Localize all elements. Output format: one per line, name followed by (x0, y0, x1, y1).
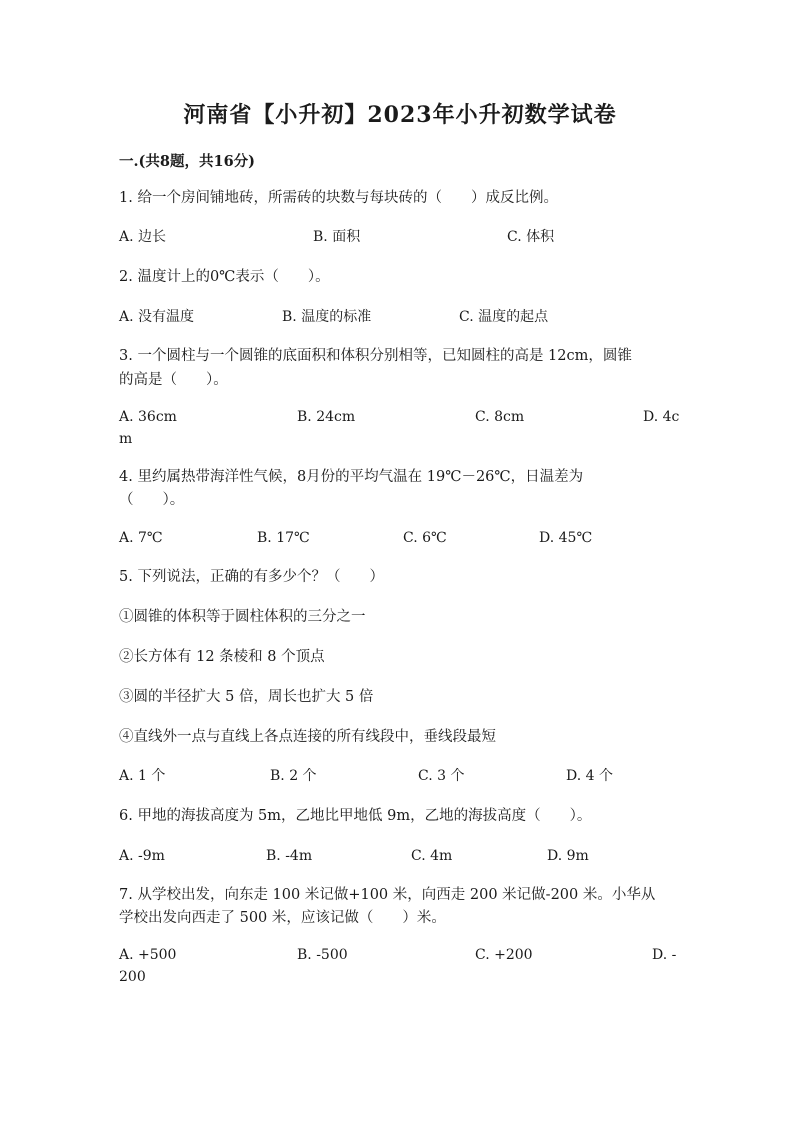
question-4-option-d: D. 45℃ (539, 530, 593, 546)
question-2-text: 2. 温度计上的0℃表示（ ）。 (119, 269, 330, 285)
question-1-text: 1. 给一个房间铺地砖，所需砖的块数与每块砖的（ ）成反比例。 (119, 190, 558, 206)
question-5-option-c: C. 3 个 (418, 768, 465, 784)
question-7-option-d-wrap: 200 (119, 969, 146, 985)
question-5-statement-4: ④直线外一点与直线上各点连接的所有线段中，垂线段最短 (119, 729, 496, 745)
question-2-option-c: C. 温度的起点 (459, 309, 549, 325)
question-4-text-line-1: 4. 里约属热带海洋性气候，8月份的平均气温在 19℃－26℃，日温差为 (119, 469, 584, 485)
question-5-option-d: D. 4 个 (566, 768, 613, 784)
question-6-option-d: D. 9m (547, 848, 589, 864)
question-5-statement-1: ①圆锥的体积等于圆柱体积的三分之一 (119, 609, 366, 625)
question-3-text-line-1: 3. 一个圆柱与一个圆锥的底面积和体积分别相等，已知圆柱的高是 12cm，圆锥 (119, 348, 632, 364)
exam-title: 河南省【小升初】2023年小升初数学试卷 (183, 102, 617, 128)
question-7-text-line-2: 学校出发向西走了 500 米，应该记做（ ）米。 (119, 910, 446, 926)
question-1-option-c: C. 体积 (507, 229, 555, 245)
question-2-option-a: A. 没有温度 (119, 309, 195, 325)
question-5-statement-3: ③圆的半径扩大 5 倍，周长也扩大 5 倍 (119, 689, 374, 705)
question-4-option-a: A. 7℃ (119, 530, 163, 546)
question-5-option-b: B. 2 个 (270, 768, 317, 784)
question-3-option-c: C. 8cm (475, 409, 525, 425)
question-6-option-a: A. -9m (119, 848, 165, 864)
question-7-option-a: A. +500 (119, 947, 177, 963)
question-3-text-line-2: 的高是（ ）。 (119, 372, 228, 388)
question-6-option-b: B. -4m (266, 848, 313, 864)
section-heading: 一.(共8题，共16分) (119, 153, 256, 170)
question-7-option-c: C. +200 (475, 947, 533, 963)
question-4-text-line-2: （ ）。 (119, 492, 185, 508)
question-4-option-c: C. 6℃ (403, 530, 447, 546)
question-7-text-line-1: 7. 从学校出发，向东走 100 米记做+100 米，向西走 200 米记做-200 米。小华从 (119, 887, 656, 903)
question-6-option-c: C. 4m (411, 848, 453, 864)
question-1-option-a: A. 边长 (119, 229, 167, 245)
question-5-statement-2: ②长方体有 12 条棱和 8 个顶点 (119, 649, 325, 665)
question-3-option-d-wrap: m (119, 431, 133, 447)
question-6-text: 6. 甲地的海拔高度为 5m，乙地比甲地低 9m，乙地的海拔高度（ ）。 (119, 808, 592, 824)
question-3-option-d: D. 4c (643, 409, 680, 425)
question-5-text: 5. 下列说法，正确的有多少个？（ ） (119, 569, 384, 585)
question-7-option-b: B. -500 (297, 947, 348, 963)
question-7-option-d: D. - (652, 947, 677, 963)
question-5-option-a: A. 1 个 (119, 768, 166, 784)
question-3-option-a: A. 36cm (119, 409, 177, 425)
question-3-option-b: B. 24cm (297, 409, 356, 425)
question-4-option-b: B. 17℃ (257, 530, 310, 546)
question-2-option-b: B. 温度的标准 (282, 309, 372, 325)
question-1-option-b: B. 面积 (313, 229, 361, 245)
